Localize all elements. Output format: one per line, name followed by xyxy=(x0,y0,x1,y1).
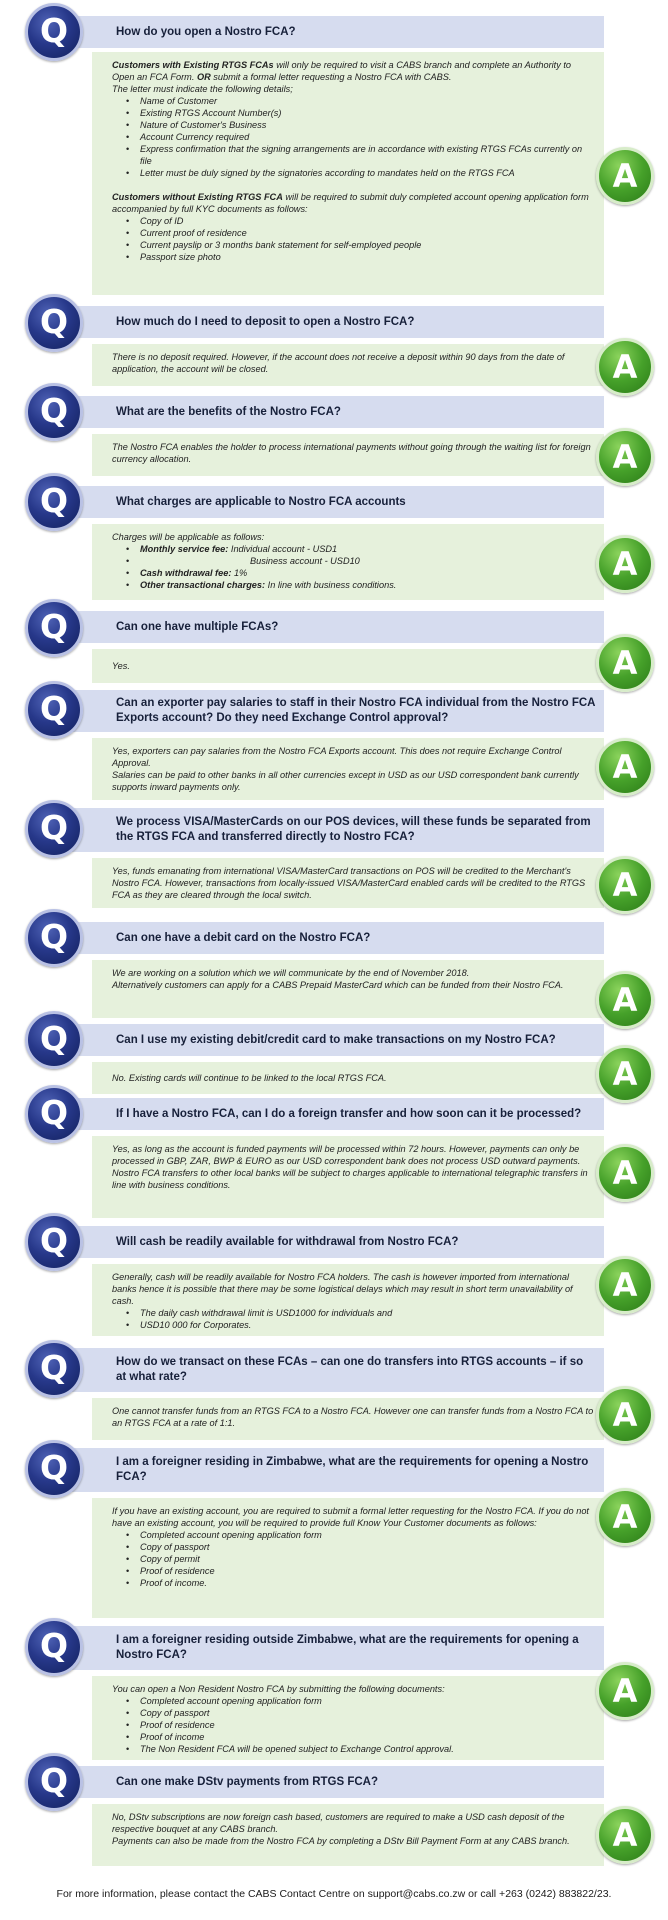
question-bar xyxy=(70,922,604,954)
answer-paragraph: Yes. xyxy=(112,661,130,671)
list-item: • Account Currency required xyxy=(126,131,594,143)
question-icon: Q xyxy=(25,1213,83,1271)
list-item: • Nature of Customer's Business xyxy=(126,119,594,131)
contact-footer: For more information, please contact the CABS Contact Centre on support@cabs.co.zw or call +263 (0242) 883822/23. xyxy=(56,1888,612,1900)
question-bar xyxy=(70,1098,604,1130)
answer-icon: A xyxy=(596,856,654,914)
question-text: Can an exporter pay salaries to staff in their Nostro FCA individual from the Nostro FCA Exports account? Do they need Exchange Control approval? xyxy=(116,697,596,724)
question-bar xyxy=(70,1766,604,1798)
list-item: • Letter must be duly signed by the signatories according to mandates held on the RTGS FCA xyxy=(126,167,594,179)
answer-box xyxy=(92,858,604,908)
answer-paragraph: Salaries can be paid to other banks in all other currencies except in USD as our USD correspondent bank currently supports inward payments only. xyxy=(112,770,579,792)
answer-icon: A xyxy=(596,147,654,205)
question-bar xyxy=(70,1348,604,1392)
answer-paragraph: We are working on a solution which we will communicate by the end of November 2018. xyxy=(112,968,470,978)
question-bar xyxy=(70,1226,604,1258)
answer-paragraph: No. Existing cards will continue to be linked to the local RTGS FCA. xyxy=(112,1073,387,1083)
question-text: I am a foreigner residing outside Zimbabwe, what are the requirements for opening a Nostro FCA? xyxy=(116,1634,579,1661)
answer-paragraph: Nostro FCA transfers to other local banks will be subject to charges applicable to international telegraphic transfers in line with business conditions. xyxy=(112,1168,588,1190)
question-icon: Q xyxy=(25,473,83,531)
question-text: How do you open a Nostro FCA? xyxy=(116,25,296,38)
answer-icon: A xyxy=(596,1045,654,1103)
question-text: If I have a Nostro FCA, can I do a foreign transfer and how soon can it be processed? xyxy=(116,1107,582,1120)
answer-icon: A xyxy=(596,1806,654,1864)
answer-box xyxy=(92,1062,604,1094)
list-item: • Proof of income. xyxy=(126,1577,594,1589)
question-icon: Q xyxy=(25,1011,83,1069)
question-text: Can I use my existing debit/credit card to make transactions on my Nostro FCA? xyxy=(116,1033,556,1046)
list-item: • Copy of ID xyxy=(126,215,594,227)
question-bar xyxy=(70,1024,604,1056)
question-icon: Q xyxy=(25,681,83,739)
answer-icon: A xyxy=(596,738,654,796)
answer-box xyxy=(92,1676,604,1760)
list-item: • Monthly service fee: Individual account - USD1 xyxy=(126,543,594,555)
answer-paragraph: One cannot transfer funds from an RTGS FCA to a Nostro FCA. However one can transfer funds from a Nostro FCA to an RTGS FCA at a rate of 1:1. xyxy=(112,1406,594,1428)
question-icon: Q xyxy=(25,383,83,441)
list-item: • Completed account opening application form xyxy=(126,1529,594,1541)
answer-paragraph: Charges will be applicable as follows: xyxy=(112,532,265,542)
answer-paragraph: Generally, cash will be readily available for Nostro FCA holders. The cash is however imported from international banks hence it is possible that there may be some logistical delays which may result in short term unavailability of cash. xyxy=(112,1272,573,1306)
answer-paragraph: Yes, exporters can pay salaries from the Nostro FCA Exports account. This does not require Exchange Control Approval. xyxy=(112,746,562,768)
answer-list xyxy=(126,1307,594,1331)
answer-paragraph: Customers with Existing RTGS FCAs will only be required to visit a CABS branch and complete an Authority to Open an FCA Form. OR submit a formal letter requesting a Nostro FCA with CABS. xyxy=(112,60,572,82)
question-text: Can one have multiple FCAs? xyxy=(116,620,279,633)
answer-box xyxy=(92,344,604,386)
answer-box xyxy=(92,1136,604,1218)
answer-icon: A xyxy=(596,1662,654,1720)
question-text: What are the benefits of the Nostro FCA? xyxy=(116,405,341,418)
answer-paragraph: If you have an existing account, you are required to submit a formal letter requesting for the Nostro FCA. If you do not have an existing account, you will be required to provide full Know Your Customer documents as follows: xyxy=(112,1506,589,1528)
list-item: • Copy of passport xyxy=(126,1541,594,1553)
list-item: • Proof of residence xyxy=(126,1719,594,1731)
list-item: • Completed account opening application form xyxy=(126,1695,594,1707)
question-text: I am a foreigner residing in Zimbabwe, what are the requirements for opening a Nostro FCA? xyxy=(116,1456,589,1483)
answer-list xyxy=(126,543,594,591)
question-text: How much do I need to deposit to open a Nostro FCA? xyxy=(116,315,415,328)
answer-paragraph: Yes, funds emanating from international VISA/MasterCard transactions on POS will be credited to the Merchant's Nostro FCA. However, transactions from locally-issued VISA/MasterCard enabled cards will be credited to the RTGS FCA as they are cleared through the local switch. xyxy=(112,866,586,900)
question-icon: Q xyxy=(25,1440,83,1498)
answer-box xyxy=(92,738,604,800)
question-bar xyxy=(70,16,604,48)
answer-box xyxy=(92,1804,604,1866)
list-item: • Name of Customer xyxy=(126,95,594,107)
answer-paragraph: The Nostro FCA enables the holder to process international payments without going through the waiting list for foreign currency allocation. xyxy=(112,442,591,464)
list-item: • Proof of residence xyxy=(126,1565,594,1577)
answer-paragraph: Alternatively customers can apply for a CABS Prepaid MasterCard which can be funded from their Nostro FCA. xyxy=(112,980,564,990)
answer-icon: A xyxy=(596,1488,654,1546)
answer-icon: A xyxy=(596,634,654,692)
answer-box xyxy=(92,52,604,295)
question-bar xyxy=(70,1448,604,1492)
question-bar xyxy=(70,306,604,338)
answer-icon: A xyxy=(596,338,654,396)
list-item: • The Non Resident FCA will be opened subject to Exchange Control approval. xyxy=(126,1743,594,1755)
question-text: What charges are applicable to Nostro FCA accounts xyxy=(116,495,406,508)
question-text: Can one have a debit card on the Nostro FCA? xyxy=(116,931,371,944)
question-icon: Q xyxy=(25,800,83,858)
list-item: • Passport size photo xyxy=(126,251,594,263)
list-item: • Proof of income xyxy=(126,1731,594,1743)
answer-icon: A xyxy=(596,1256,654,1314)
answer-paragraph: You can open a Non Resident Nostro FCA by submitting the following documents: xyxy=(112,1684,445,1694)
list-item: • Cash withdrawal fee: 1% xyxy=(126,567,594,579)
question-text: Can one make DStv payments from RTGS FCA? xyxy=(116,1775,378,1788)
answer-list xyxy=(126,95,594,179)
answer-icon: A xyxy=(596,971,654,1029)
question-text: We process VISA/MasterCards on our POS devices, will these funds be separated from the RTGS FCA and transferred directly to Nostro FCA? xyxy=(116,816,591,843)
answer-list xyxy=(126,1529,594,1589)
question-icon: Q xyxy=(25,294,83,352)
answer-paragraph: No, DStv subscriptions are now foreign cash based, customers are required to make a USD cash deposit of the respective bouquet at any CABS branch. xyxy=(112,1812,565,1834)
answer-box xyxy=(92,960,604,1018)
list-item: • Copy of permit xyxy=(126,1553,594,1565)
question-bar xyxy=(70,396,604,428)
question-bar xyxy=(70,690,604,732)
question-icon: Q xyxy=(25,599,83,657)
answer-icon: A xyxy=(596,428,654,486)
question-icon: Q xyxy=(25,909,83,967)
question-bar xyxy=(70,1626,604,1670)
answer-box xyxy=(92,1264,604,1336)
question-icon: Q xyxy=(25,1085,83,1143)
answer-icon: A xyxy=(596,535,654,593)
list-item: • Business account - USD10 xyxy=(126,555,594,567)
answer-paragraph: The letter must indicate the following details; xyxy=(112,84,293,94)
list-item: • Current proof of residence xyxy=(126,227,594,239)
list-item: • Current payslip or 3 months bank statement for self-employed people xyxy=(126,239,594,251)
answer-paragraph: Payments can also be made from the Nostro FCA by completing a DStv Bill Payment Form at any CABS branch. xyxy=(112,1836,570,1846)
question-bar xyxy=(70,808,604,852)
answer-list xyxy=(126,1695,594,1755)
list-item: • Express confirmation that the signing arrangements are in accordance with existing RTGS FCAs currently on file xyxy=(126,143,594,167)
answer-paragraph: Yes, as long as the account is funded payments will be processed within 72 hours. However, payments can only be processed in GBP, ZAR, BWP & EURO as our USD correspondent bank does not process USD outward payments. xyxy=(112,1144,581,1166)
answer-paragraph: Customers without Existing RTGS FCA will be required to submit duly completed account opening application form accompanied by full KYC documents as follows: xyxy=(112,192,589,214)
question-icon: Q xyxy=(25,1340,83,1398)
list-item: • Existing RTGS Account Number(s) xyxy=(126,107,594,119)
question-icon: Q xyxy=(25,3,83,61)
question-bar xyxy=(70,611,604,643)
answer-box xyxy=(92,1398,604,1440)
question-text: How do we transact on these FCAs – can one do transfers into RTGS accounts – if so at what rate? xyxy=(116,1356,584,1383)
list-item: • The daily cash withdrawal limit is USD1000 for individuals and xyxy=(126,1307,594,1319)
answer-box xyxy=(92,1498,604,1618)
answer-icon: A xyxy=(596,1386,654,1444)
answer-list xyxy=(126,215,594,263)
question-bar xyxy=(70,486,604,518)
question-icon: Q xyxy=(25,1753,83,1811)
question-text: Will cash be readily available for withdrawal from Nostro FCA? xyxy=(116,1235,459,1248)
answer-paragraph: There is no deposit required. However, if the account does not receive a deposit within 90 days from the date of application, the account will be closed. xyxy=(112,352,565,374)
answer-box xyxy=(92,649,604,683)
answer-box xyxy=(92,524,604,600)
list-item: • Copy of passport xyxy=(126,1707,594,1719)
answer-icon: A xyxy=(596,1144,654,1202)
question-icon: Q xyxy=(25,1618,83,1676)
list-item: • USD10 000 for Corporates. xyxy=(126,1319,594,1331)
list-item: • Other transactional charges: In line with business conditions. xyxy=(126,579,594,591)
answer-box xyxy=(92,434,604,476)
